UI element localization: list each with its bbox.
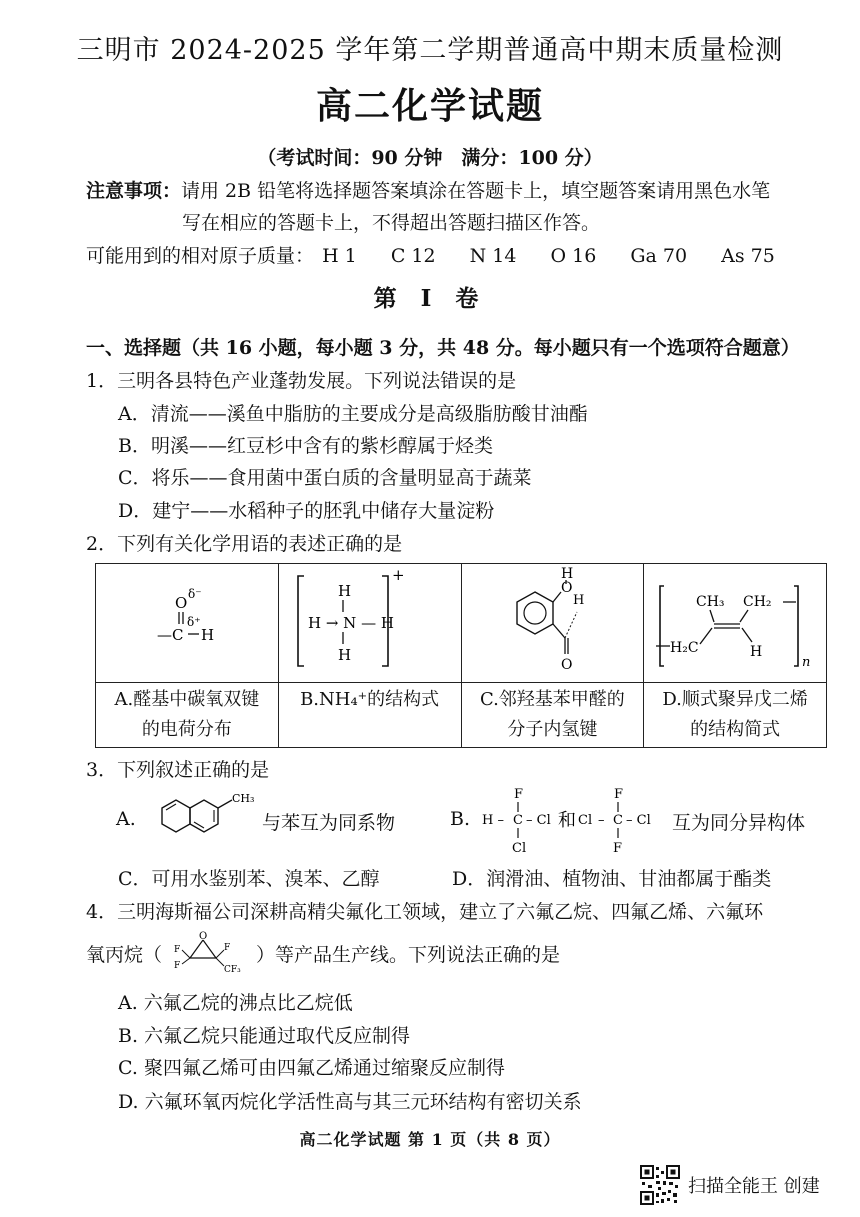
q3-option-d: D．润滑油、植物油、甘油都属于酯类 [452, 868, 772, 890]
figb-row: H → N — H [308, 614, 395, 632]
q4-stem-line1: 4．三明海斯福公司深耕高精尖氟化工领域，建立了六氟乙烷、四氟乙烯、六氟环 [86, 901, 764, 923]
q4-option-d: D. 六氟环氧丙烷化学活性高与其三元环结构有密切关系 [118, 1091, 582, 1113]
figb-h-top: H [338, 582, 352, 600]
figd-ch3: CH₃ [695, 594, 725, 610]
exam-info: （考试时间：90 分钟 满分：100 分） [257, 147, 603, 169]
figa-delta-plus: δ⁺ [187, 615, 201, 629]
figa-delta-minus: δ⁻ [188, 587, 202, 601]
figc-h-side: H [572, 593, 585, 608]
mass-as: As 75 [721, 245, 775, 267]
q2-table [95, 563, 827, 748]
q3-b-cl3: Cl [578, 813, 593, 828]
q3-b-cl2: Cl [512, 841, 527, 854]
q1-option-b: B．明溪——红豆杉中含有的紫杉醇属于烃类 [118, 435, 493, 457]
figb-charge: + [392, 566, 405, 584]
mass-o: O 16 [550, 245, 597, 267]
page-footer: 高二化学试题 第 1 页（共 8 页） [299, 1130, 561, 1149]
figc-h: H [560, 566, 574, 582]
figc-o-bottom: O [560, 657, 573, 673]
figd-ch2: CH₂ [742, 594, 772, 610]
q4-stem-pre: 氧丙烷（ [86, 944, 163, 966]
q4-option-a: A. 六氟乙烷的沸点比乙烷低 [118, 992, 353, 1014]
figd-n: n [801, 655, 810, 670]
q3-b-h: H – [482, 813, 504, 828]
q1-option-c: C．将乐——食用菌中蛋白质的含量明显高于蔬菜 [118, 467, 532, 489]
figa-c: —C [157, 626, 184, 644]
q4-o: O [199, 931, 208, 942]
q3-b-f3: F [613, 841, 623, 854]
q3-b-cl4: – Cl [626, 813, 651, 828]
q3-b-c2: C [613, 813, 623, 828]
figd-h2c: H₂C [669, 640, 699, 656]
q4-option-b: B. 六氟乙烷只能通过取代反应制得 [118, 1025, 411, 1047]
mass-n: N 14 [469, 245, 517, 267]
watermark-text: 扫描全能王 创建 [688, 1176, 820, 1197]
q3-b-f1: F [514, 787, 524, 802]
atomic-masses-label: 可能用到的相对原子质量： [86, 245, 315, 267]
q2-fig-b [278, 564, 461, 683]
q3-option-c: C．可用水鉴别苯、溴苯、乙醇 [118, 868, 380, 890]
figc-o-top: O [560, 580, 573, 596]
volume-heading: 第 Ⅰ 卷 [373, 285, 487, 312]
page-header: 三明市 2024-2025 学年第二学期普通高中期末质量检测 [76, 35, 784, 66]
q4-f1: F [174, 945, 181, 955]
subject-title: 高二化学试题 [315, 85, 544, 127]
mass-ga: Ga 70 [630, 245, 688, 267]
q3-b-c1: C [513, 813, 523, 828]
q2-caption-a: A.醛基中碳氧双键 的电荷分布 [96, 683, 279, 748]
q3-b-text: 互为同分异构体 [672, 812, 806, 834]
q3-a-label: A. [116, 808, 136, 830]
q4-stem-post: ）等产品生产线。下列说法正确的是 [256, 944, 561, 966]
mass-c: C 12 [390, 245, 436, 267]
dichlorofluoromethane-structures [480, 784, 700, 854]
q2-caption-b: B.NH₄⁺的结构式 [278, 683, 461, 748]
notice-label: 注意事项： [86, 180, 182, 202]
q2-fig-a [96, 564, 279, 683]
q4-stem-line2 [86, 928, 786, 978]
notice-text1: 请用 2B 铅笔将选择题答案填涂在答题卡上，填空题答案请用黑色水笔 [181, 180, 771, 202]
methylnaphthalene-structure [148, 786, 258, 846]
q4-f3: F [224, 943, 231, 953]
atomic-masses [86, 241, 775, 268]
q4-option-c: C. 聚四氟乙烯可由四氟乙烯通过缩聚反应制得 [118, 1057, 505, 1079]
hexafluoropropylene-oxide-structure [166, 928, 256, 978]
figb-h-bottom: H [338, 646, 352, 664]
q1-option-d: D．建宁——水稻种子的胚乳中储存大量淀粉 [118, 500, 495, 522]
figa-o: O [175, 594, 188, 612]
figd-h: H [749, 644, 762, 660]
q3-a-ch3: CH₃ [232, 792, 255, 805]
q2-fig-c [461, 564, 644, 683]
scanner-watermark [640, 1165, 820, 1205]
notice-line1 [86, 176, 770, 203]
q3-b-and: 和 [558, 810, 576, 831]
q4-cf3: CF₃ [224, 965, 241, 975]
q3-stem: 3．下列叙述正确的是 [86, 759, 270, 781]
q1-option-a: A．清流——溪鱼中脂肪的主要成分是高级脂肪酸甘油酯 [118, 403, 588, 425]
q3-b-label: B. [450, 808, 471, 830]
q2-caption-d: D.顺式聚异戊二烯 的结构简式 [644, 683, 827, 748]
q3-option-a [116, 786, 436, 846]
svg-text:–: – [598, 813, 605, 828]
q3-a-text: 与苯互为同系物 [262, 812, 396, 834]
q1-stem: 1．三明各县特色产业蓬勃发展。下列说法错误的是 [86, 370, 517, 392]
figa-h: H [201, 626, 215, 644]
q2-fig-d [644, 564, 827, 683]
q3-b-f2: F [614, 787, 624, 802]
section-title: 一、选择题（共 16 小题，每小题 3 分，共 48 分。每小题只有一个选项符合题意） [86, 337, 800, 359]
q3-b-cl1: – Cl [526, 813, 551, 828]
qr-code-icon [640, 1165, 680, 1205]
mass-h: H 1 [322, 245, 357, 267]
q2-caption-c: C.邻羟基苯甲醛的 分子内氢键 [461, 683, 644, 748]
notice-line2: 写在相应的答题卡上，不得超出答题扫描区作答。 [182, 212, 601, 234]
q3-option-b [450, 784, 830, 854]
q2-stem: 2．下列有关化学用语的表述正确的是 [86, 533, 403, 555]
q4-f2: F [174, 961, 181, 971]
